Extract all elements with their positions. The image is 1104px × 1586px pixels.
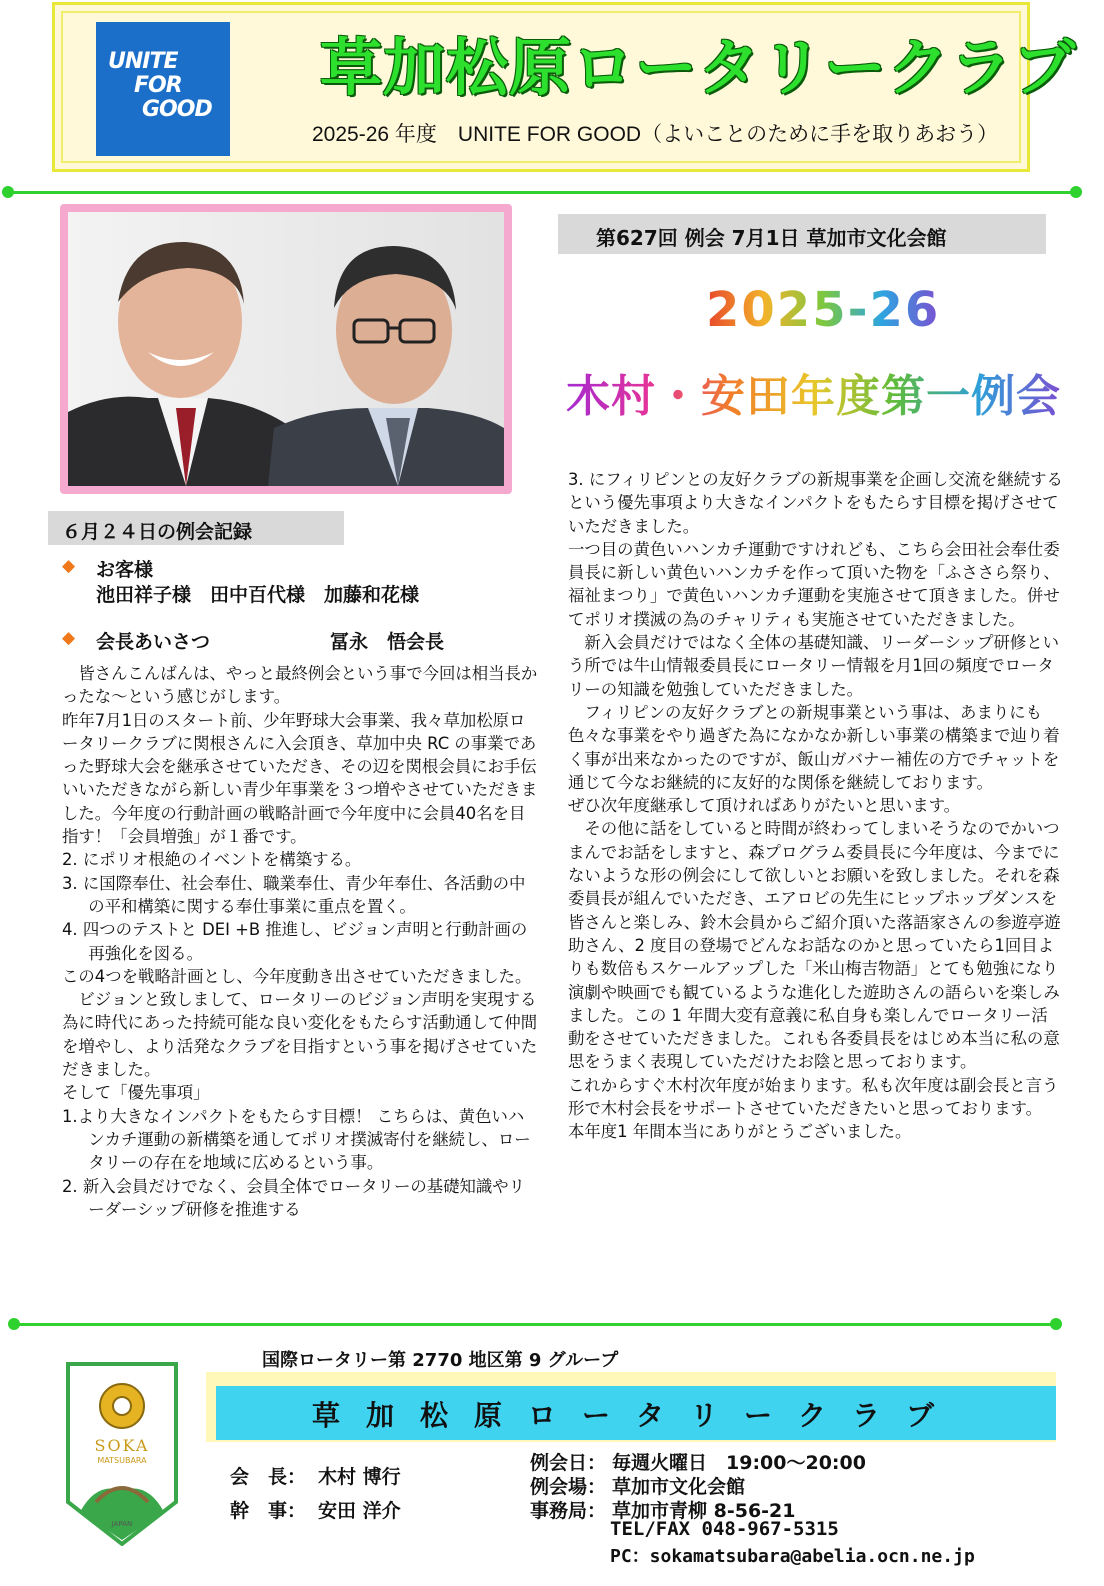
logo-line-3: GOOD (142, 97, 212, 122)
logo-line-1: UNITE (108, 49, 178, 74)
meeting-day: 毎週火曜日 19:00～20:00 (612, 1452, 866, 1474)
banner-japan-text: JAPAN (111, 1520, 133, 1528)
president-name: 木村 博行 (318, 1466, 401, 1488)
left-paragraph: 2. 新入会員だけでなく、会員全体でロータリーの基礎知識やリーダーシップ研修を推進する (62, 1176, 526, 1219)
right-paragraph: 3. にフィリピンとの友好クラブの新規事業を企画し交流を継続する (568, 470, 1063, 489)
officers-photo-illustration (68, 212, 504, 486)
right-column-text (568, 468, 1064, 1144)
secretary-label: 幹 事： (230, 1500, 307, 1522)
right-paragraph: 新入会員だけではなく全体の基礎知識、リーダーシップ研修という所では牛山情報委員長にロータリー情報を月1回の頻度でロータリーの知識を勉強していただきました。 (568, 633, 1060, 699)
secretary-name: 安田 洋介 (318, 1500, 401, 1522)
left-paragraph: この4つを戦略計画とし、今年度動き出させていただきました。 (62, 966, 532, 986)
officers-photo (68, 212, 504, 486)
office-label: 事務局： (530, 1500, 607, 1522)
bottom-divider (16, 1323, 1056, 1326)
unite-for-good-logo (96, 22, 230, 156)
right-paragraph: これからすぐ木村次年度が始まります。私も次年度は副会長と言う形で木村会長をサポートさせていただきたいと思っております。 (568, 1075, 1059, 1119)
right-paragraph: 一つ目の黄色いハンカチ運動ですけれども、こちら会田社会奉仕委員長に新しい黄色いハンカチを作って頂いた物を「ふささら祭り、福祉まつり」で黄色いハンカチ運動を実施させて頂きました。併せてポリオ撲滅の為のチャリティも実施させていただきました。 (568, 539, 1060, 629)
year-title: 2025-26 (706, 282, 941, 338)
greeting-speaker: 冨永 悟会長 (330, 631, 445, 653)
left-paragraph: 1.より大きなインパクトをもたらす目標！ こちらは、黄色いハンカチ運動の新構築を通してポリオ撲滅寄付を継続し、ロータリーの存在を地域に広めるという事。 (62, 1106, 531, 1173)
top-divider (10, 191, 1076, 194)
left-paragraph: そして「優先事項」 (62, 1083, 210, 1103)
left-paragraph: 昨年7月1日のスタート前、少年野球大会事業、我々草加松原ロータリークラブに関根さんに入会頂き、草加中央 RC の事業であった野球大会を継承させていただき、その辺を関根会員にお手伝いいただきながら新しい青少年事業を３つ増やさせていただきました。今年度の行動計画の戦略計画で今年度中に会員40名を目指す！「会員増強」が１番です。 (62, 710, 538, 847)
president-label: 会 長： (230, 1466, 307, 1488)
right-paragraph: という優先事項より大きなインパクトをもたらす目標を掲げさせていただきました。 (568, 493, 1059, 536)
guests-bullet-icon: ◆ (62, 556, 76, 576)
meeting-heading: 第627回 例会 7月1日 草加市文化会館 (596, 226, 947, 250)
banner-matsubara-text: MATSUBARA (97, 1456, 147, 1465)
tel-fax: TEL/FAX 048-967-5315 (610, 1518, 839, 1540)
venue: 草加市文化会館 (612, 1476, 746, 1498)
greeting-label: 会長あいさつ (96, 631, 211, 653)
first-meeting-title: 木村・安田年度第一例会 (566, 360, 1061, 424)
year-theme: 2025-26 年度 UNITE FOR GOOD（よいことのために手を取りあおう） (312, 123, 999, 146)
right-paragraph: その他に話をしていると時間が終わってしまいそうなのでかいつまんでお話をしますと、森プログラム委員長に今年度は、今までにないような形の例会にして欲しいとお願いを致しました。それを森委員長が組んでいただき、エアロビの先生にヒップホップダンスを皆さんと楽しみ、鈴木会員からご紹介頂いた落語家さんの参遊亭遊助さん、2 度目の登場でどんなお話なのかと思っていたら1回目よりも数倍もスケールアップした「米山梅吉物語」とても勉強になり演劇や映画でも観ているような進化した遊助さんの語らいを楽しみました。この 1 年間大変有意義に私自身も楽しんでロータリー活動をさせていただきました。これも各委員長をはじめ本当に私の意思をうまく表現していただけたお陰と思っております。 (568, 819, 1061, 1072)
meeting-day-label: 例会日： (530, 1452, 607, 1474)
right-paragraph: ぜひ次年度継承して頂ければありがたいと思います。 (568, 796, 961, 816)
footer-club-name: 草加松原ロータリークラブ (311, 1399, 960, 1432)
banner-soka-text: SOKA (94, 1436, 150, 1455)
left-paragraph: 皆さんこんばんは、やっと最終例会という事で今回は相当長かったな～という感じがします。 (62, 664, 538, 707)
right-paragraph: 本年度1 年間本当にありがとうございました。 (568, 1122, 912, 1142)
email-address[interactable]: PC：sokamatsubara@abelia.ocn.ne.jp (610, 1546, 975, 1567)
guests-label: お客様 (96, 559, 154, 581)
district-group: 国際ロータリー第 2770 地区第 9 グループ (262, 1350, 619, 1371)
club-title: 草加松原ロータリークラブ (320, 31, 1077, 104)
divider-dot-right-bottom (1050, 1318, 1062, 1330)
record-heading: ６月２４日の例会記録 (62, 521, 253, 543)
left-paragraph: 4. 四つのテストと DEI +B 推進し、ビジョン声明と行動計画の再強化を図る。 (62, 920, 528, 963)
right-paragraph: フィリピンの友好クラブとの新規事業という事は、あまりにも色々な事業をやり過ぎた為になかなか新しい事業の構築まで辿り着く事が出来なかったのですが、飯山ガバナー補佐の方でチャットを通じて今なお継続的に友好的な関係を継続しております。 (568, 702, 1060, 792)
club-banner (66, 1362, 178, 1546)
left-paragraph: ビジョンと致しまして、ロータリーのビジョン声明を実現する為に時代にあった持続可能な良い変化をもたらす活動通して仲間を増やし、より活発なクラブを目指すという事を掲げさせていただきました。 (62, 990, 538, 1080)
greeting-bullet-icon: ◆ (62, 628, 76, 648)
office-address: 草加市青柳 8-56-21 (612, 1500, 796, 1522)
left-paragraph: 2. にポリオ根絶のイベントを構築する。 (62, 850, 362, 870)
left-column-text (62, 662, 540, 1221)
guests-names: 池田祥子様 田中百代様 加藤和花様 (96, 584, 420, 606)
venue-label: 例会場： (530, 1476, 607, 1498)
divider-dot-right (1070, 186, 1082, 198)
logo-line-2: FOR (134, 73, 182, 98)
left-paragraph: 3. に国際奉仕、社会奉仕、職業奉仕、青少年奉仕、各活動の中の平和構築に関する奉仕事業に重点を置く。 (62, 873, 526, 916)
